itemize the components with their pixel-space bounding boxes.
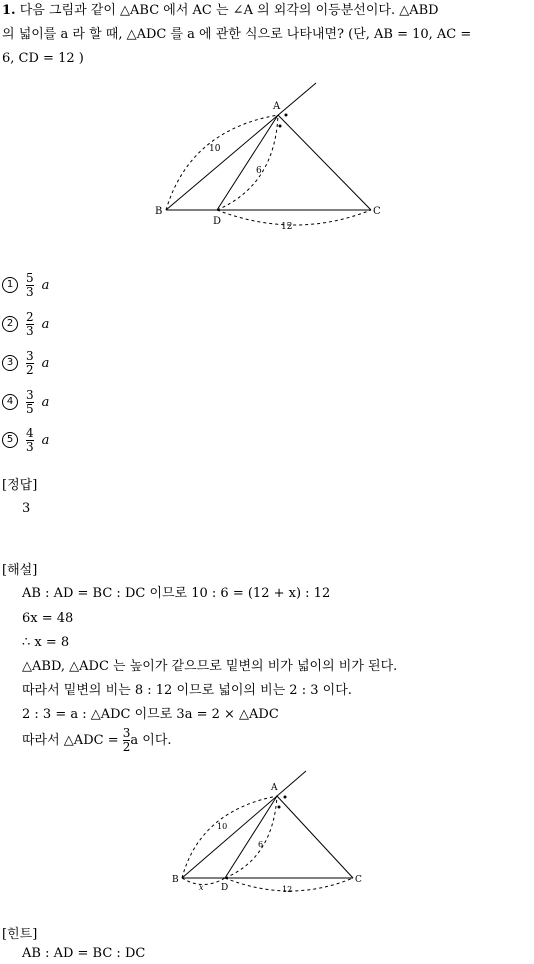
- explanation-line: ∴ x = 8: [22, 635, 70, 650]
- segment-ad: [217, 115, 278, 210]
- label-c: C: [373, 206, 381, 217]
- angle-dot: [285, 114, 288, 117]
- explanation-line: 6x = 48: [22, 611, 74, 626]
- label-b: B: [172, 875, 179, 885]
- answer-value: 3: [22, 501, 31, 516]
- extension-line: [166, 83, 316, 210]
- choice-5[interactable]: [2, 422, 49, 458]
- label-a: A: [271, 783, 278, 793]
- arc-dc: [217, 210, 371, 225]
- choice-marker: 5: [2, 432, 18, 448]
- measure-dc: 12: [281, 222, 293, 232]
- label-c: C: [355, 875, 362, 885]
- angle-dot: [284, 796, 287, 799]
- choice-variable: a: [41, 277, 50, 293]
- explanation-conclusion: [22, 726, 172, 756]
- measure-ab: 10: [209, 144, 221, 154]
- question-line-2: 의 넓이를 a 라 할 때, △ADC 를 a 에 관한 식으로 나타내면? (단, AB = 10, AC =: [2, 27, 472, 42]
- segment-ad: [225, 796, 277, 878]
- choice-fraction: $\frac{3}{2}$: [26, 348, 34, 377]
- question-line-1: [2, 2, 439, 20]
- choice-1[interactable]: [2, 267, 49, 303]
- measure-ad: 6: [258, 840, 264, 849]
- side-ac: [278, 115, 371, 210]
- choice-2[interactable]: [2, 306, 49, 342]
- explanation-line: 2 : 3 = a : △ADC 이므로 3a = 2 × △ADC: [22, 707, 279, 722]
- explanation-line: AB : AD = BC : DC 이므로 10 : 6 = (12 + x) : 12: [22, 586, 331, 601]
- measure-bd: x: [199, 883, 204, 892]
- angle-dot: [279, 125, 282, 128]
- choice-marker: 3: [2, 355, 18, 371]
- measure-dc: 12: [282, 885, 293, 894]
- answer-heading: [정답]: [2, 478, 38, 493]
- choice-variable: a: [41, 316, 50, 332]
- choice-variable: a: [41, 355, 50, 371]
- question-text-1: 다음 그림과 같이 △ABC 에서 AC 는 ∠A 의 외각의 이등분선이다. △ABD: [19, 3, 439, 18]
- conclusion-prefix: 따라서 △ADC =: [22, 733, 123, 748]
- extension-line: [182, 771, 306, 878]
- conclusion-fraction: $\frac{3}{2}$: [122, 726, 131, 754]
- triangle-figure-1: [145, 75, 395, 235]
- choice-variable: a: [41, 432, 50, 448]
- measure-ad: 6: [256, 166, 262, 176]
- label-d: D: [221, 883, 229, 893]
- choice-marker: 2: [2, 316, 18, 332]
- label-d: D: [213, 216, 222, 227]
- question-number: 1.: [2, 3, 16, 18]
- label-b: B: [155, 206, 163, 217]
- angle-dot: [278, 806, 281, 809]
- triangle-figure-2: [165, 766, 375, 896]
- choice-4[interactable]: [2, 384, 49, 420]
- choice-fraction: $\frac{5}{3}$: [26, 270, 34, 299]
- choice-marker: 4: [2, 394, 18, 410]
- hint-heading: [힌트]: [2, 927, 38, 942]
- choice-fraction: $\frac{3}{5}$: [26, 387, 34, 416]
- choice-fraction: $\frac{4}{3}$: [26, 425, 34, 454]
- explanation-line: 따라서 밑변의 비는 8 : 12 이므로 넓이의 비는 2 : 3 이다.: [22, 683, 352, 698]
- measure-ab: 10: [217, 822, 228, 831]
- explanation-line: △ABD, △ADC 는 높이가 같으므로 밑변의 비가 넓이의 비가 된다.: [22, 659, 398, 674]
- label-a: A: [273, 101, 281, 112]
- side-ac: [277, 796, 353, 878]
- choice-variable: a: [41, 394, 50, 410]
- choice-3[interactable]: [2, 345, 49, 381]
- explanation-heading: [해설]: [2, 563, 38, 578]
- choice-fraction: $\frac{2}{3}$: [26, 309, 34, 338]
- question-line-3: 6, CD = 12 ): [2, 51, 84, 66]
- hint-line: AB : AD = BC : DC: [22, 946, 146, 961]
- choice-marker: 1: [2, 277, 18, 293]
- conclusion-suffix: a 이다.: [130, 733, 172, 748]
